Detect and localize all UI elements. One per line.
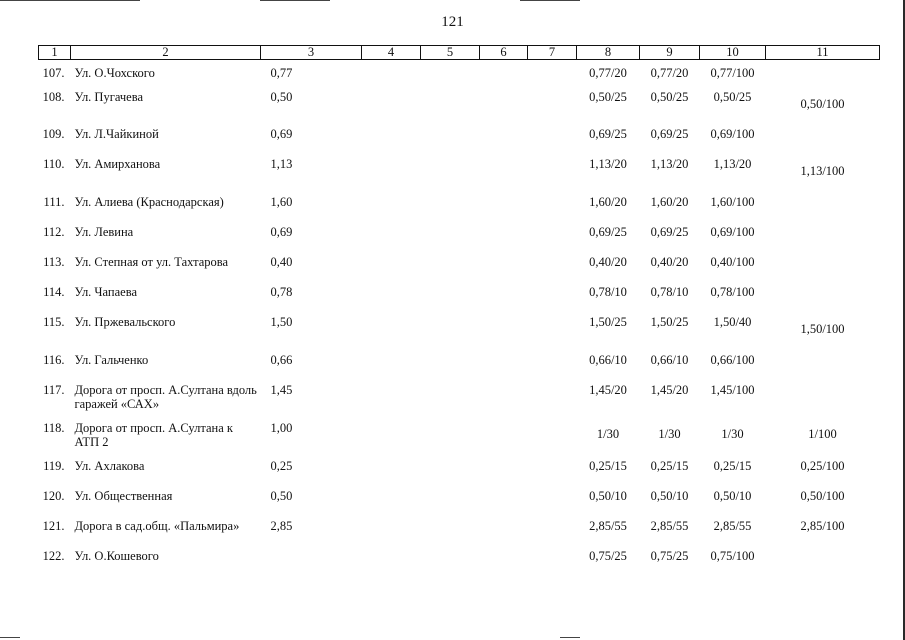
empty-cell — [421, 60, 480, 91]
row-number: 120. — [42, 488, 65, 503]
empty-cell — [528, 383, 577, 421]
header-cell: 4 — [362, 46, 421, 60]
col10-value: 1/30 — [721, 426, 744, 441]
col9-value: 1,13/20 — [650, 157, 689, 172]
empty-cell — [480, 519, 528, 549]
empty-cell — [362, 519, 421, 549]
col8-value: 0,50/25 — [589, 90, 627, 104]
col11-value — [766, 60, 880, 91]
row-number: 110. — [43, 157, 65, 172]
empty-cell — [421, 489, 480, 519]
row-number: 115. — [43, 315, 65, 330]
empty-cell — [421, 549, 480, 579]
road-name: Ул. Алиева (Краснодарская) — [74, 194, 224, 209]
col9-value: 0,50/25 — [650, 90, 689, 104]
road-name: Дорога от просп. А.Султана к АТП 2 — [74, 420, 233, 449]
row-number: 107. — [42, 66, 65, 80]
col9-value: 0,77/20 — [650, 66, 689, 80]
road-name: Ул. Гальченко — [74, 352, 149, 367]
empty-cell — [480, 421, 528, 459]
road-length: 0,50 — [270, 90, 293, 104]
empty-cell — [480, 60, 528, 91]
empty-cell — [421, 285, 480, 315]
table-row — [39, 459, 880, 489]
empty-cell — [421, 195, 480, 225]
empty-cell — [480, 489, 528, 519]
header-cell: 9 — [640, 46, 700, 60]
road-name: Дорога от просп. А.Султана вдоль гаражей «САХ» — [74, 382, 257, 411]
col11-value: 2,85/100 — [800, 519, 845, 534]
empty-cell — [421, 225, 480, 255]
page-number: 121 — [441, 14, 464, 30]
col11-value: 1/100 — [808, 426, 837, 441]
col10-value: 1,50/40 — [713, 315, 752, 330]
road-length: 1,45 — [270, 382, 293, 397]
col9-value: 0,66/10 — [650, 352, 689, 367]
road-name: Ул. Пугачева — [74, 90, 143, 104]
table-row — [39, 60, 880, 91]
row-number: 121. — [42, 519, 65, 534]
col8-value: 0,75/25 — [589, 549, 627, 564]
road-length: 0,25 — [270, 458, 293, 473]
empty-cell — [528, 225, 577, 255]
col9-value: 0,25/15 — [650, 458, 689, 473]
road-name: Ул. Левина — [74, 224, 134, 239]
col9-value: 0,40/20 — [650, 254, 689, 269]
road-length: 1,50 — [270, 315, 293, 330]
bottom-scan-line-left — [0, 637, 20, 638]
road-length: 1,00 — [270, 420, 293, 435]
header-cell: 6 — [480, 46, 528, 60]
table-row — [39, 127, 880, 157]
table-row — [39, 195, 880, 225]
empty-cell — [362, 459, 421, 489]
road-name: Дорога в сад.общ. «Пальмира» — [74, 519, 240, 534]
road-length: 0,78 — [270, 285, 293, 300]
table-row — [39, 315, 880, 352]
header-cell: 1 — [39, 46, 71, 60]
empty-cell — [528, 353, 577, 383]
road-length: 0,66 — [270, 352, 293, 367]
empty-cell — [362, 127, 421, 157]
col10-value: 0,77/100 — [710, 66, 755, 80]
table-row — [39, 489, 880, 519]
empty-cell — [480, 315, 528, 352]
table-row — [39, 225, 880, 255]
col11-value: 0,50/100 — [800, 97, 845, 111]
table-row — [39, 383, 880, 421]
col8-value: 1,13/20 — [589, 157, 627, 172]
top-scan-line-mid — [260, 0, 330, 1]
road-length: 0,40 — [270, 254, 293, 269]
empty-cell — [421, 383, 480, 421]
empty-cell — [421, 315, 480, 352]
empty-cell — [362, 60, 421, 91]
col9-value: 1,45/20 — [650, 382, 689, 397]
road-length: 0,50 — [270, 488, 293, 503]
col9-value: 0,50/10 — [650, 488, 689, 503]
empty-cell — [480, 285, 528, 315]
top-scan-line-right — [520, 0, 580, 1]
empty-cell — [528, 315, 577, 352]
col8-value: 0,50/10 — [589, 488, 627, 503]
col8-value: 1/30 — [596, 426, 620, 441]
col8-value: 1,45/20 — [589, 382, 627, 397]
empty-cell — [528, 157, 577, 194]
col10-value: 0,69/100 — [710, 224, 755, 239]
col11-value — [766, 255, 880, 285]
col10-value: 0,40/100 — [710, 254, 755, 269]
road-name: Ул. Чапаева — [74, 285, 138, 300]
empty-cell — [362, 383, 421, 421]
empty-cell — [421, 157, 480, 194]
col11-value — [766, 127, 880, 157]
empty-cell — [528, 195, 577, 225]
empty-cell — [421, 459, 480, 489]
empty-cell — [362, 195, 421, 225]
col9-value: 2,85/55 — [650, 519, 689, 534]
col11-value — [766, 353, 880, 383]
col11-value — [766, 285, 880, 315]
table-row — [39, 421, 880, 459]
empty-cell — [362, 225, 421, 255]
empty-cell — [362, 255, 421, 285]
empty-cell — [421, 421, 480, 459]
road-length: 0,77 — [270, 66, 293, 80]
col9-value: 1/30 — [658, 426, 681, 441]
empty-cell — [421, 519, 480, 549]
empty-cell — [480, 195, 528, 225]
col10-value: 1,13/20 — [713, 157, 752, 172]
table-row — [39, 90, 880, 127]
col8-value: 0,77/20 — [589, 66, 627, 80]
row-number: 108. — [42, 90, 65, 104]
roads-table — [38, 45, 880, 579]
table-row — [39, 285, 880, 315]
col10-value: 0,75/100 — [710, 549, 755, 564]
road-length: 0,69 — [270, 127, 293, 142]
empty-cell — [421, 255, 480, 285]
col11-value — [766, 383, 880, 421]
row-number: 114. — [43, 285, 65, 300]
col10-value: 0,50/10 — [713, 488, 752, 503]
empty-cell — [528, 90, 577, 127]
row-number: 112. — [43, 224, 65, 239]
row-number: 109. — [42, 127, 65, 142]
road-name: Ул. Степная от ул. Тахтарова — [74, 254, 229, 269]
empty-cell — [362, 549, 421, 579]
col8-value: 0,69/25 — [589, 127, 627, 142]
col11-value — [766, 225, 880, 255]
col8-value: 0,40/20 — [589, 254, 627, 269]
col8-value: 2,85/55 — [589, 519, 627, 534]
row-number: 119. — [43, 458, 65, 473]
empty-cell — [528, 489, 577, 519]
col9-value: 1,50/25 — [650, 315, 689, 330]
header-cell: 11 — [766, 46, 880, 60]
header-cell: 5 — [421, 46, 480, 60]
road-name: Ул. О.Чохского — [74, 66, 155, 80]
road-name: Ул. Пржевальского — [74, 315, 176, 330]
empty-cell — [528, 60, 577, 91]
col10-value: 2,85/55 — [713, 519, 752, 534]
col8-value: 0,78/10 — [589, 285, 627, 300]
empty-cell — [480, 225, 528, 255]
empty-cell — [421, 90, 480, 127]
empty-cell — [480, 383, 528, 421]
col10-value: 1,45/100 — [710, 382, 755, 397]
col9-value: 1,60/20 — [650, 194, 689, 209]
row-number: 118. — [43, 420, 65, 435]
road-name: Ул. О.Кошевого — [74, 549, 159, 564]
empty-cell — [528, 459, 577, 489]
row-number: 116. — [43, 352, 65, 367]
col8-value: 0,66/10 — [589, 352, 627, 367]
col11-value — [766, 549, 880, 579]
col8-value: 0,25/15 — [589, 458, 627, 473]
col10-value: 0,78/100 — [710, 285, 755, 300]
col9-value: 0,75/25 — [650, 549, 689, 564]
road-name: Ул. Ахлакова — [74, 458, 145, 473]
empty-cell — [362, 315, 421, 352]
empty-cell — [480, 127, 528, 157]
empty-cell — [528, 127, 577, 157]
empty-cell — [362, 90, 421, 127]
empty-cell — [528, 549, 577, 579]
empty-cell — [480, 549, 528, 579]
col9-value: 0,69/25 — [650, 224, 689, 239]
road-length: 2,85 — [270, 519, 293, 534]
empty-cell — [480, 255, 528, 285]
empty-cell — [480, 90, 528, 127]
header-cell: 10 — [700, 46, 766, 60]
row-number: 111. — [43, 194, 65, 209]
col10-value: 0,25/15 — [713, 458, 752, 473]
col11-value: 1,50/100 — [800, 322, 845, 337]
empty-cell — [362, 421, 421, 459]
col10-value: 0,66/100 — [710, 352, 755, 367]
road-name: Ул. Л.Чайкиной — [74, 127, 159, 142]
col10-value: 0,50/25 — [713, 90, 752, 104]
empty-cell — [480, 353, 528, 383]
empty-cell — [480, 459, 528, 489]
bottom-scan-line-mid — [560, 637, 580, 638]
road-length: 0,69 — [270, 224, 293, 239]
empty-cell — [362, 285, 421, 315]
road-length: 1,13 — [270, 157, 293, 172]
header-cell: 2 — [71, 46, 261, 60]
empty-cell — [421, 127, 480, 157]
col10-value: 1,60/100 — [710, 194, 755, 209]
empty-cell — [480, 157, 528, 194]
col9-value: 0,78/10 — [650, 285, 689, 300]
row-number: 117. — [43, 382, 65, 397]
road-length — [261, 549, 362, 579]
table-row — [39, 255, 880, 285]
table-row — [39, 549, 880, 579]
empty-cell — [528, 519, 577, 549]
col8-value: 1,50/25 — [589, 315, 627, 330]
col11-value — [766, 195, 880, 225]
empty-cell — [528, 285, 577, 315]
table-row — [39, 353, 880, 383]
table-row — [39, 519, 880, 549]
row-number: 113. — [43, 254, 65, 269]
top-scan-line-left — [0, 0, 140, 1]
empty-cell — [362, 157, 421, 194]
col8-value: 1,60/20 — [589, 194, 627, 209]
col8-value: 0,69/25 — [589, 224, 627, 239]
empty-cell — [528, 255, 577, 285]
empty-cell — [421, 353, 480, 383]
header-cell: 8 — [577, 46, 640, 60]
col9-value: 0,69/25 — [650, 127, 689, 142]
col11-value: 1,13/100 — [800, 164, 845, 179]
empty-cell — [362, 489, 421, 519]
row-number: 122. — [42, 549, 65, 564]
col11-value: 0,25/100 — [800, 458, 845, 473]
empty-cell — [528, 421, 577, 459]
col10-value: 0,69/100 — [710, 127, 755, 142]
header-cell: 3 — [261, 46, 362, 60]
table-row — [39, 157, 880, 194]
road-name: Ул. Амирханова — [74, 157, 161, 172]
road-name: Ул. Общественная — [74, 488, 173, 503]
header-row — [39, 46, 880, 60]
empty-cell — [362, 353, 421, 383]
road-length: 1,60 — [270, 194, 293, 209]
col11-value: 0,50/100 — [800, 488, 845, 503]
header-cell: 7 — [528, 46, 577, 60]
